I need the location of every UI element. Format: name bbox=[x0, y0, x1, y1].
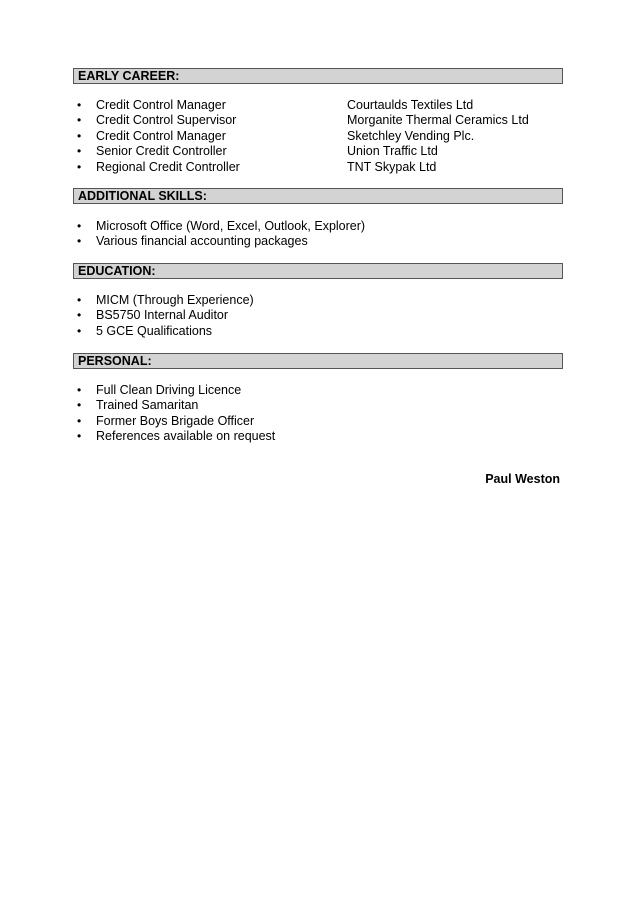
skill-text: Various financial accounting packages bbox=[96, 234, 308, 249]
personal-text: Former Boys Brigade Officer bbox=[96, 413, 255, 428]
education-text: MICM (Through Experience) bbox=[96, 293, 254, 307]
bullet-icon: • bbox=[77, 308, 82, 323]
bullet-icon: • bbox=[77, 159, 82, 174]
section-header-education: EDUCATION: bbox=[73, 263, 563, 279]
bullet-icon: • bbox=[77, 234, 82, 249]
section-header-personal: PERSONAL: bbox=[73, 353, 563, 369]
bullet-icon: • bbox=[77, 98, 82, 112]
bullet-icon: • bbox=[77, 383, 82, 397]
career-company: Morganite Thermal Ceramics Ltd bbox=[347, 113, 529, 128]
skill-text: Microsoft Office (Word, Excel, Outlook, Explorer) bbox=[96, 219, 366, 233]
career-role: Regional Credit Controller bbox=[96, 159, 240, 174]
personal-text: Full Clean Driving Licence bbox=[96, 383, 242, 397]
personal-text: Trained Samaritan bbox=[96, 398, 199, 413]
career-company: Union Traffic Ltd bbox=[347, 144, 438, 159]
bullet-icon: • bbox=[77, 429, 82, 444]
career-role: Credit Control Manager bbox=[96, 98, 226, 112]
bullet-icon: • bbox=[77, 398, 82, 413]
bullet-icon: • bbox=[77, 293, 82, 307]
education-text: BS5750 Internal Auditor bbox=[96, 308, 229, 323]
career-company: TNT Skypak Ltd bbox=[347, 159, 437, 174]
career-company: Courtaulds Textiles Ltd bbox=[347, 98, 474, 112]
signature-name: Paul Weston bbox=[485, 472, 560, 486]
bullet-icon: • bbox=[77, 323, 82, 338]
career-role: Senior Credit Controller bbox=[96, 144, 227, 159]
bullet-icon: • bbox=[77, 219, 82, 233]
bullet-icon: • bbox=[77, 413, 82, 428]
bullet-icon: • bbox=[77, 128, 82, 143]
career-company: Sketchley Vending Plc. bbox=[347, 128, 475, 143]
career-role: Credit Control Manager bbox=[96, 128, 226, 143]
career-role: Credit Control Supervisor bbox=[96, 113, 237, 128]
bullet-icon: • bbox=[77, 144, 82, 159]
section-header-early-career: EARLY CAREER: bbox=[73, 68, 563, 84]
section-header-additional-skills: ADDITIONAL SKILLS: bbox=[73, 188, 563, 204]
personal-text: References available on request bbox=[96, 429, 276, 444]
education-text: 5 GCE Qualifications bbox=[96, 323, 213, 338]
bullet-icon: • bbox=[77, 113, 82, 128]
